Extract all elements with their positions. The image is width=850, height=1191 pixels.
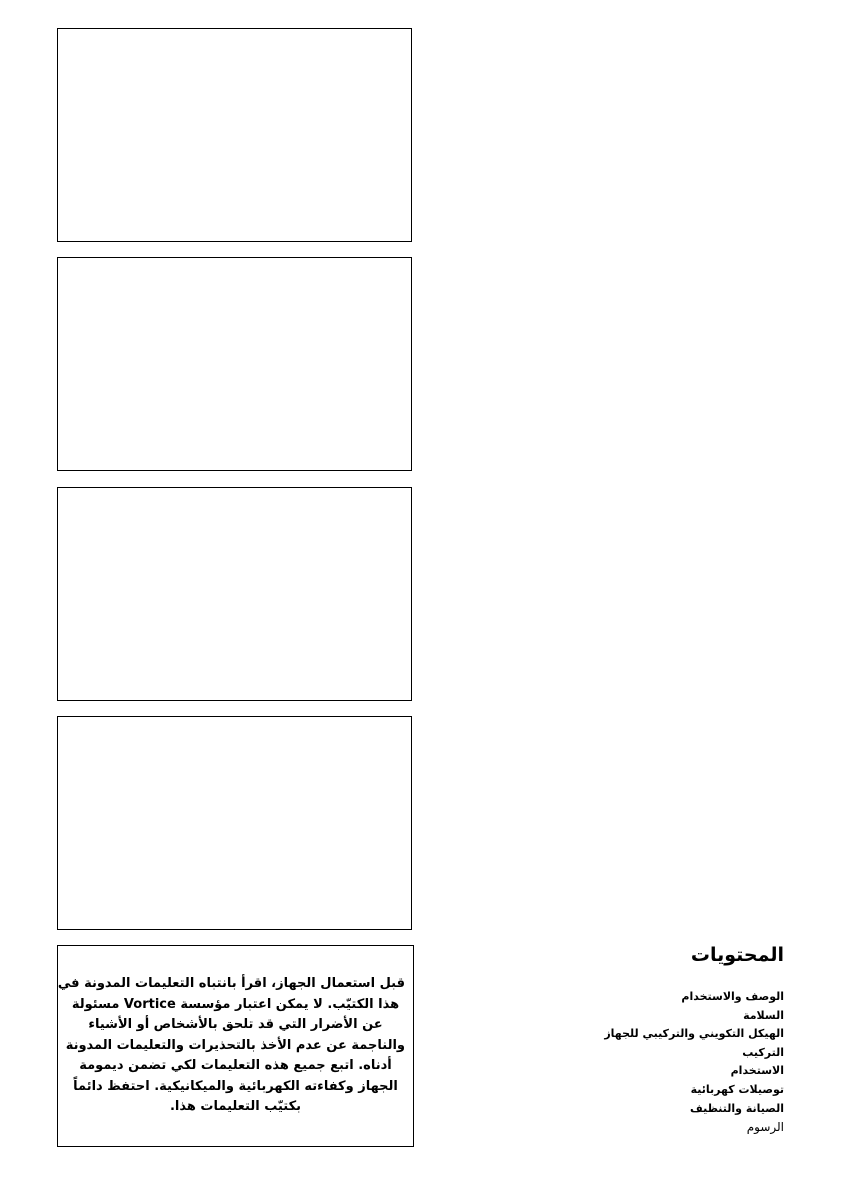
table-of-contents <box>544 988 784 1137</box>
toc-item-description: الوصف والاستخدام <box>681 990 784 1003</box>
notice-line: الجهاز وكفاءته الكهربائية والميكانيكية. احتفظ دائماً <box>73 1078 398 1094</box>
toc-item-safety: السلامة <box>743 1008 784 1022</box>
toc-item-structure: الهيكل التكويني والتركيبي للجهاز <box>604 1027 784 1041</box>
notice-line: بكتيّب التعليمات هذا. <box>169 1099 302 1114</box>
toc-item-drawings: الرسوم <box>746 1120 784 1135</box>
notice-line: هذا الكتيّب. لا يمكن اعتبار مؤسسة Vortice مسئولة <box>71 996 400 1012</box>
notice-line: عن الأضرار التي قد تلحق بالأشخاص أو الأشياء <box>88 1017 383 1032</box>
notice-line: قبل استعمال الجهاز، اقرأ بانتباه التعليمات المدونة في <box>57 976 405 991</box>
toc-item-installation: التركيب <box>742 1045 784 1059</box>
blank-frame-3 <box>57 487 412 701</box>
blank-frame-4 <box>57 716 412 930</box>
toc-item-use: الاستخدام <box>730 1064 784 1078</box>
toc-item-maintenance: الصيانة والتنظيف <box>689 1101 784 1115</box>
blank-frame-2 <box>57 257 412 471</box>
notice-line: أدناه. اتبع جميع هذه التعليمات لكي تضمن ديمومة <box>79 1058 392 1073</box>
contents-title: المحتويات <box>690 944 784 966</box>
safety-notice-box <box>57 945 414 1147</box>
blank-frame-1 <box>57 28 412 242</box>
toc-item-electrical-connections: توصيلات كهربائية <box>690 1082 784 1096</box>
notice-line: والناجمة عن عدم الأخذ بالتحذيرات والتعليمات المدونة <box>65 1037 405 1053</box>
